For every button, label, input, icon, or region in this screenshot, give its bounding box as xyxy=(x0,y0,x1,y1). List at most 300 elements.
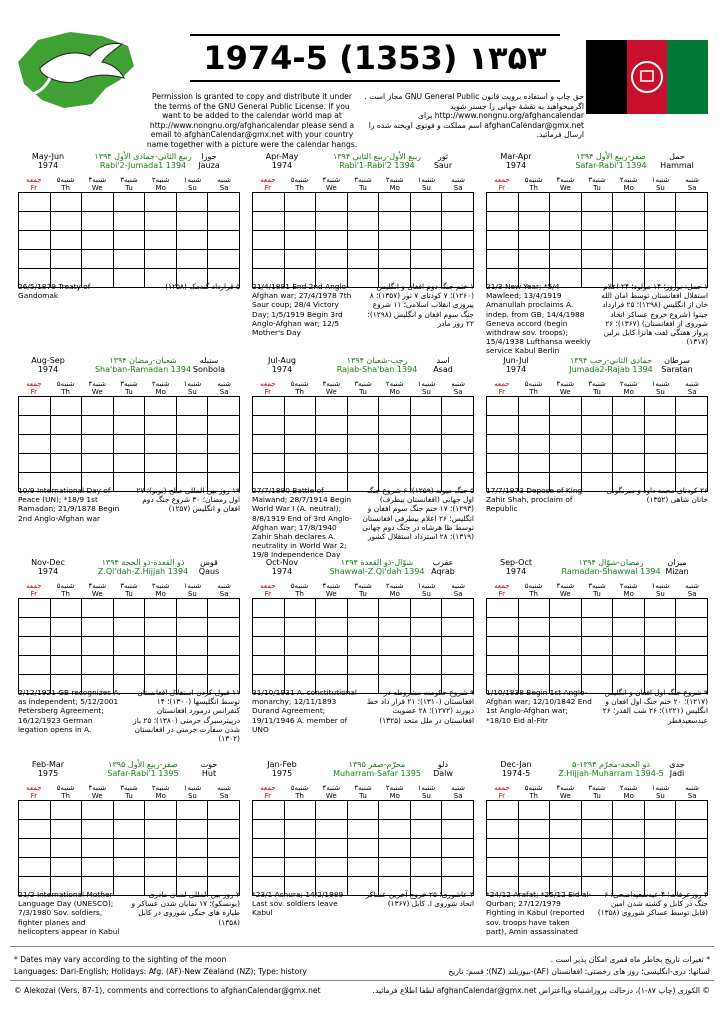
gregorian-months: Jun-Jul 1974 xyxy=(503,356,529,374)
day-cell xyxy=(550,250,582,269)
day-header: شنبه xyxy=(451,582,466,590)
notes-en: 27/7/1880 Battle of Maiwand; 28/7/1914 Begin World War I (A. neutral); 8/8/1919 End of 3rd Anglo-Afghan war; 17/8/1940 Zahir Shah declares A. neutrality in World War 2; 19/8 Independence Day xyxy=(252,486,352,560)
day-headers-fa xyxy=(252,380,474,388)
day-cell xyxy=(645,637,677,656)
day-cell xyxy=(550,193,582,212)
gregorian-months: Aug-Sep 1974 xyxy=(31,356,65,374)
day-cell xyxy=(316,435,348,454)
month-header xyxy=(486,760,708,784)
day-cell xyxy=(285,599,317,618)
day-header: Tu xyxy=(593,184,601,192)
month-header xyxy=(18,558,240,582)
day-cell xyxy=(550,637,582,656)
day-cell xyxy=(285,618,317,637)
day-cell xyxy=(411,397,443,416)
day-cell xyxy=(145,212,177,231)
day-header: Th xyxy=(295,590,304,598)
afghan-month: اسد Asad xyxy=(433,356,453,374)
day-cell xyxy=(348,193,380,212)
day-header: Su xyxy=(655,388,665,396)
day-cell xyxy=(582,250,614,269)
day-cell xyxy=(582,212,614,231)
day-header: ۳شنبه xyxy=(354,380,372,388)
day-cell xyxy=(82,454,114,473)
day-cell xyxy=(613,599,645,618)
day-cell xyxy=(114,801,146,820)
day-cell xyxy=(253,656,285,675)
day-cell xyxy=(582,435,614,454)
day-cell xyxy=(676,231,708,250)
day-cell xyxy=(145,656,177,675)
day-header: ۴شنبه xyxy=(322,380,341,388)
day-header: ۱شنبه xyxy=(183,176,202,184)
day-header: Tu xyxy=(593,792,601,800)
day-header: ۲شنبه xyxy=(151,784,170,792)
day-cell xyxy=(114,839,146,858)
day-header: جمعه xyxy=(260,176,276,184)
day-header: جمعه xyxy=(26,380,42,388)
day-cell xyxy=(487,435,519,454)
day-cell xyxy=(442,820,474,839)
day-cell xyxy=(519,397,551,416)
day-cell xyxy=(487,599,519,618)
copyright-en: © Alekozai (Vers. 87-1), comments and corrections to afghanCalendar@gmx.net xyxy=(14,986,321,995)
day-header: Sa xyxy=(687,184,697,192)
day-header: ۱شنبه xyxy=(417,176,436,184)
day-cell xyxy=(550,454,582,473)
hijri-months: صفر-ربیع الأول ۱۳۹۴ Safar-Rabi'1 1394 xyxy=(575,152,647,170)
day-header: Fr xyxy=(30,590,38,598)
day-header: ۴شنبه xyxy=(88,784,107,792)
day-grid xyxy=(252,800,474,896)
month-notes xyxy=(486,486,708,556)
day-cell xyxy=(51,858,83,877)
day-cell xyxy=(411,618,443,637)
day-headers-en xyxy=(18,590,240,598)
day-header: ۳شنبه xyxy=(120,380,138,388)
day-cell xyxy=(379,193,411,212)
day-cell xyxy=(411,193,443,212)
day-cell xyxy=(442,858,474,877)
month-header xyxy=(252,152,474,176)
day-cell xyxy=(145,250,177,269)
day-header: Fr xyxy=(264,792,272,800)
day-header: Fr xyxy=(264,388,272,396)
day-header: جمعه xyxy=(260,784,276,792)
day-grid xyxy=(18,192,240,288)
day-header: We xyxy=(325,590,337,598)
day-cell xyxy=(676,454,708,473)
day-cell xyxy=(411,416,443,435)
day-cell xyxy=(411,212,443,231)
day-cell xyxy=(51,231,83,250)
day-cell xyxy=(145,637,177,656)
day-cell xyxy=(145,397,177,416)
day-cell xyxy=(145,801,177,820)
notes-fa: ۹ شروع حکومت مشروطه در افغانستان (۱۳۱۰)؛ ۲۱ قرار داد خط دیورند (۱۲۷۲)؛ ۲۸ عضویت افغانستان در ملل متحد (۱۳۲۵) xyxy=(366,688,474,725)
day-header: Fr xyxy=(498,184,506,192)
day-header: ۲شنبه xyxy=(619,784,638,792)
day-header: Fr xyxy=(264,590,272,598)
hijri-months: صفر-ربیع الأول ۱۳۹۵ Safar-Rabi'1 1395 xyxy=(107,760,179,778)
notes-en: 2/12/1921 GB recognizes A. as independent; 5/12/2001 Petersberg Agreement; 16/12/1923 German legation opens in A. xyxy=(18,688,121,734)
day-cell xyxy=(177,193,209,212)
day-cell xyxy=(285,637,317,656)
afghan-month: جوزا Jauza xyxy=(198,152,220,170)
day-header: Tu xyxy=(125,590,133,598)
day-cell xyxy=(645,599,677,618)
month-notes xyxy=(18,282,240,352)
day-cell xyxy=(676,212,708,231)
day-cell xyxy=(348,397,380,416)
day-header: Fr xyxy=(498,792,506,800)
day-cell xyxy=(487,637,519,656)
day-cell xyxy=(519,193,551,212)
day-cell xyxy=(582,416,614,435)
day-cell xyxy=(208,250,240,269)
day-cell xyxy=(285,820,317,839)
day-cell xyxy=(177,212,209,231)
day-cell xyxy=(19,839,51,858)
month-notes xyxy=(18,688,240,758)
day-header: Su xyxy=(655,184,665,192)
day-headers-fa xyxy=(18,380,240,388)
day-headers-en xyxy=(486,792,708,800)
month-header xyxy=(252,356,474,380)
day-header: Sa xyxy=(687,792,697,800)
day-cell xyxy=(582,801,614,820)
notes-fa: ۱۹ روز بین المللی صلح (یونو)؛ ۲۷ اول رمضان؛ ۳۰ شروع جنگ دوم افغان و انگلیس (۱۲۵۷) xyxy=(136,486,240,514)
day-cell xyxy=(145,820,177,839)
day-headers-en xyxy=(18,792,240,800)
day-cell xyxy=(676,858,708,877)
day-cell xyxy=(550,397,582,416)
afghan-month: میزان Mizan xyxy=(665,558,689,576)
day-cell xyxy=(487,250,519,269)
day-header: جمعه xyxy=(494,176,510,184)
notes-fa: ۱ حمل: نوروز؛ ۱۴ مولود؛ ۲۴ اعلام استقلال افغانستان توسط امان الله خان از انگلیس (۱۲۹۸)؛ ۲۵ قرارداد جینوا (شروع خروج عساکر اتحاد شوروی از افغانستان) (۱۳۶۷)؛ ۲۶ پرواز هفتگی لفت هانزا کابل برلین (۱۳۱۷) xyxy=(601,282,708,347)
day-cell xyxy=(379,656,411,675)
day-cell xyxy=(676,599,708,618)
day-cell xyxy=(645,416,677,435)
day-cell xyxy=(19,820,51,839)
day-header: ۴شنبه xyxy=(88,380,107,388)
day-headers-fa xyxy=(486,784,708,792)
day-header: جمعه xyxy=(26,582,42,590)
day-cell xyxy=(676,656,708,675)
day-cell xyxy=(582,858,614,877)
day-cell xyxy=(379,397,411,416)
day-cell xyxy=(348,618,380,637)
month-header xyxy=(252,558,474,582)
day-cell xyxy=(177,801,209,820)
day-header: Sa xyxy=(219,590,229,598)
day-cell xyxy=(82,858,114,877)
day-header: ۱شنبه xyxy=(651,176,670,184)
day-header: ۲شنبه xyxy=(385,784,404,792)
day-cell xyxy=(645,435,677,454)
day-cell xyxy=(19,193,51,212)
day-cell xyxy=(208,839,240,858)
hijri-months: ربیع الثاني-جمادی الأول ۱۳۹۴ Rabi'2-Jumada1 1394 xyxy=(94,152,192,170)
day-cell xyxy=(582,820,614,839)
day-cell xyxy=(645,858,677,877)
day-cell xyxy=(208,416,240,435)
day-cell xyxy=(442,599,474,618)
day-header: ۴شنبه xyxy=(556,176,575,184)
day-cell xyxy=(613,858,645,877)
day-header: Tu xyxy=(359,388,367,396)
notes-fa: ۳ عاشوری؛ ۲۵ خروج آخرین عساکر اتحاد شوروی ا. کابل (۱۳۶۷) xyxy=(365,890,474,909)
day-cell xyxy=(208,858,240,877)
month-header xyxy=(486,152,708,176)
day-cell xyxy=(582,397,614,416)
day-cell xyxy=(316,637,348,656)
day-headers-fa xyxy=(18,784,240,792)
day-header: Th xyxy=(61,792,70,800)
gregorian-months: Jul-Aug 1974 xyxy=(268,356,296,374)
day-cell xyxy=(676,416,708,435)
month-notes xyxy=(252,688,474,758)
day-header: We xyxy=(91,590,103,598)
day-cell xyxy=(145,839,177,858)
day-cell xyxy=(550,820,582,839)
day-header: Su xyxy=(421,792,431,800)
day-grid xyxy=(252,192,474,288)
day-header: ۳شنبه xyxy=(588,380,606,388)
day-header: ۱شنبه xyxy=(417,784,436,792)
day-cell xyxy=(177,656,209,675)
day-header: Sa xyxy=(453,792,463,800)
day-cell xyxy=(82,435,114,454)
day-cell xyxy=(114,416,146,435)
day-cell xyxy=(208,637,240,656)
day-cell xyxy=(177,250,209,269)
day-cell xyxy=(411,454,443,473)
day-header: ۲شنبه xyxy=(385,380,404,388)
day-cell xyxy=(19,801,51,820)
day-cell xyxy=(316,454,348,473)
day-header: شنبه xyxy=(685,176,700,184)
day-cell xyxy=(442,231,474,250)
day-cell xyxy=(285,193,317,212)
day-cell xyxy=(550,618,582,637)
day-cell xyxy=(82,839,114,858)
day-cell xyxy=(379,820,411,839)
day-header: Th xyxy=(295,184,304,192)
notes-en: 21/4/1881 End 2nd Anglo-Afghan war; 27/4/1978 7th Saur coup; 28/4 Victory Day; 1/5/1919 Begin 3rd Anglo-Afghan war; 12/5 Mother's Day xyxy=(252,282,352,338)
day-cell xyxy=(114,435,146,454)
day-cell xyxy=(19,397,51,416)
day-cell xyxy=(379,801,411,820)
day-header: Su xyxy=(187,184,197,192)
day-header: ۳شنبه xyxy=(120,176,138,184)
day-header: Th xyxy=(295,388,304,396)
day-cell xyxy=(316,416,348,435)
copyright-fa: © الکوزی (چاپ ۸۷-۱)، درحالت بروزاشتباه ویااعتراض afghanCalendar@gmx.net لطفا اطلاع فرمائید. xyxy=(372,986,710,995)
notes-en: 10/9 International Day of Peace (UN); *18/9 1st Ramadan; 21/9/1878 Begin 2nd Anglo-Afghan war xyxy=(18,486,120,523)
day-header: ۴شنبه xyxy=(322,176,341,184)
day-cell xyxy=(208,618,240,637)
day-header: Fr xyxy=(264,184,272,192)
day-cell xyxy=(145,416,177,435)
day-headers-fa xyxy=(18,582,240,590)
notes-fa: ۲ روز بین المللی لسان مادری (یونسکو)؛ ۱۷ نمایان شدن عساکر و طیاره های جنگی شوروی در کابل (۱۳۵۸) xyxy=(131,890,240,927)
day-cell xyxy=(519,416,551,435)
day-cell xyxy=(348,599,380,618)
day-cell xyxy=(51,454,83,473)
day-header: ۴شنبه xyxy=(322,784,341,792)
day-cell xyxy=(348,212,380,231)
day-cell xyxy=(411,820,443,839)
day-header: Th xyxy=(529,590,538,598)
day-cell xyxy=(613,212,645,231)
day-cell xyxy=(208,801,240,820)
day-header: جمعه xyxy=(26,176,42,184)
day-cell xyxy=(19,858,51,877)
day-cell xyxy=(550,839,582,858)
day-cell xyxy=(208,599,240,618)
day-cell xyxy=(550,599,582,618)
day-cell xyxy=(379,212,411,231)
day-cell xyxy=(519,618,551,637)
day-cell xyxy=(645,656,677,675)
day-cell xyxy=(114,454,146,473)
day-cell xyxy=(316,656,348,675)
day-header: Mo xyxy=(623,792,634,800)
day-cell xyxy=(51,839,83,858)
day-cell xyxy=(442,618,474,637)
day-header: Th xyxy=(61,184,70,192)
day-cell xyxy=(613,193,645,212)
day-header: Tu xyxy=(593,590,601,598)
gregorian-months: Oct-Nov 1974 xyxy=(265,558,299,576)
day-cell xyxy=(145,599,177,618)
day-cell xyxy=(51,820,83,839)
day-cell xyxy=(487,801,519,820)
day-cell xyxy=(379,839,411,858)
day-header: شنبه xyxy=(217,784,232,792)
notes-en: *24/12 Arafat; *25/12 Eid al-Qurban; 27/12/1979 Fighting in Kabul (reported sov. troops have taken part), Amin assassinated xyxy=(486,890,592,936)
day-headers-en xyxy=(252,792,474,800)
day-cell xyxy=(411,250,443,269)
month-header xyxy=(486,558,708,582)
day-cell xyxy=(348,250,380,269)
day-header: ۲شنبه xyxy=(619,176,638,184)
day-header: Tu xyxy=(125,184,133,192)
month-notes xyxy=(486,688,708,758)
notes-en: 31/10/1931 A. constitutional monarchy; 12/11/1893 Durand Agreement; 19/11/1946 A. member of UNO xyxy=(252,688,357,734)
permission-text-fa: حق چاپ و استفاده برویت قانون GNU General Public مجاز است . اگرمیخواهید به نقشهٔ جهانی را جستر شوید http://www.nongnu.org/afghancalendar برای afghanCalendar@gmx.net اسم مملکت و فوتوی اویخته شده را ارسال فرمائید. xyxy=(364,92,584,140)
day-cell xyxy=(582,193,614,212)
day-header: We xyxy=(559,184,571,192)
day-cell xyxy=(348,416,380,435)
day-header: Th xyxy=(295,792,304,800)
day-cell xyxy=(442,801,474,820)
day-cell xyxy=(550,435,582,454)
day-header: Th xyxy=(61,590,70,598)
day-header: Mo xyxy=(155,388,166,396)
day-headers-en xyxy=(252,590,474,598)
day-cell xyxy=(253,618,285,637)
day-cell xyxy=(582,637,614,656)
month-notes xyxy=(252,282,474,352)
day-cell xyxy=(253,416,285,435)
day-cell xyxy=(253,212,285,231)
day-cell xyxy=(316,212,348,231)
day-cell xyxy=(676,193,708,212)
day-cell xyxy=(253,193,285,212)
day-header: ۵شنبه xyxy=(56,176,75,184)
day-cell xyxy=(177,231,209,250)
day-header: Th xyxy=(61,388,70,396)
gregorian-months: Apr-May 1974 xyxy=(265,152,299,170)
hijri-months: شوّال-ذو القعدة ۱۳۹۴ Shawwal-Z.Qi'dah 1394 xyxy=(329,558,425,576)
day-cell xyxy=(613,250,645,269)
day-cell xyxy=(114,212,146,231)
day-header: Fr xyxy=(30,792,38,800)
hijri-months: ذو الحجة-محرّم ۱۳۹۴-۵ Z.Hijjah-Muharram 1394-5 xyxy=(558,760,664,778)
day-cell xyxy=(613,801,645,820)
day-cell xyxy=(253,599,285,618)
day-header: Su xyxy=(187,388,197,396)
day-cell xyxy=(316,618,348,637)
day-cell xyxy=(114,250,146,269)
day-header: ۱شنبه xyxy=(651,582,670,590)
notes-en: 21/2 International Mother Language Day (UNESCO); 7/3/1980 Sov. soldiers, fighter planes and helicopters appear in Kabul xyxy=(18,890,120,936)
day-cell xyxy=(285,231,317,250)
day-header: Mo xyxy=(623,388,634,396)
day-cell xyxy=(379,435,411,454)
day-grid xyxy=(486,800,708,896)
day-cell xyxy=(487,397,519,416)
day-cell xyxy=(676,435,708,454)
day-cell xyxy=(177,637,209,656)
day-header: ۵شنبه xyxy=(290,380,309,388)
month-header xyxy=(252,760,474,784)
day-cell xyxy=(645,618,677,637)
day-grid xyxy=(486,192,708,288)
day-header: ۲شنبه xyxy=(151,176,170,184)
day-header: We xyxy=(325,792,337,800)
day-cell xyxy=(51,435,83,454)
notes-en: *23/1 Ashura; 14/2/1989 Last sov. soldiers leave Kabul xyxy=(252,890,344,918)
day-cell xyxy=(253,250,285,269)
day-header: ۳شنبه xyxy=(588,582,606,590)
day-cell xyxy=(208,435,240,454)
day-cell xyxy=(316,397,348,416)
day-cell xyxy=(582,599,614,618)
day-cell xyxy=(442,397,474,416)
day-cell xyxy=(348,454,380,473)
day-cell xyxy=(442,416,474,435)
day-header: We xyxy=(559,388,571,396)
day-cell xyxy=(411,858,443,877)
day-header: ۴شنبه xyxy=(556,380,575,388)
day-cell xyxy=(114,858,146,877)
day-headers-en xyxy=(486,590,708,598)
day-cell xyxy=(442,839,474,858)
gregorian-months: Dec-Jan 1974-5 xyxy=(500,760,532,778)
month-header xyxy=(18,152,240,176)
footer-divider-2 xyxy=(10,980,714,981)
day-cell xyxy=(177,839,209,858)
day-header: ۵شنبه xyxy=(524,176,543,184)
day-header: Mo xyxy=(389,590,400,598)
day-cell xyxy=(582,839,614,858)
day-cell xyxy=(676,397,708,416)
day-cell xyxy=(253,820,285,839)
